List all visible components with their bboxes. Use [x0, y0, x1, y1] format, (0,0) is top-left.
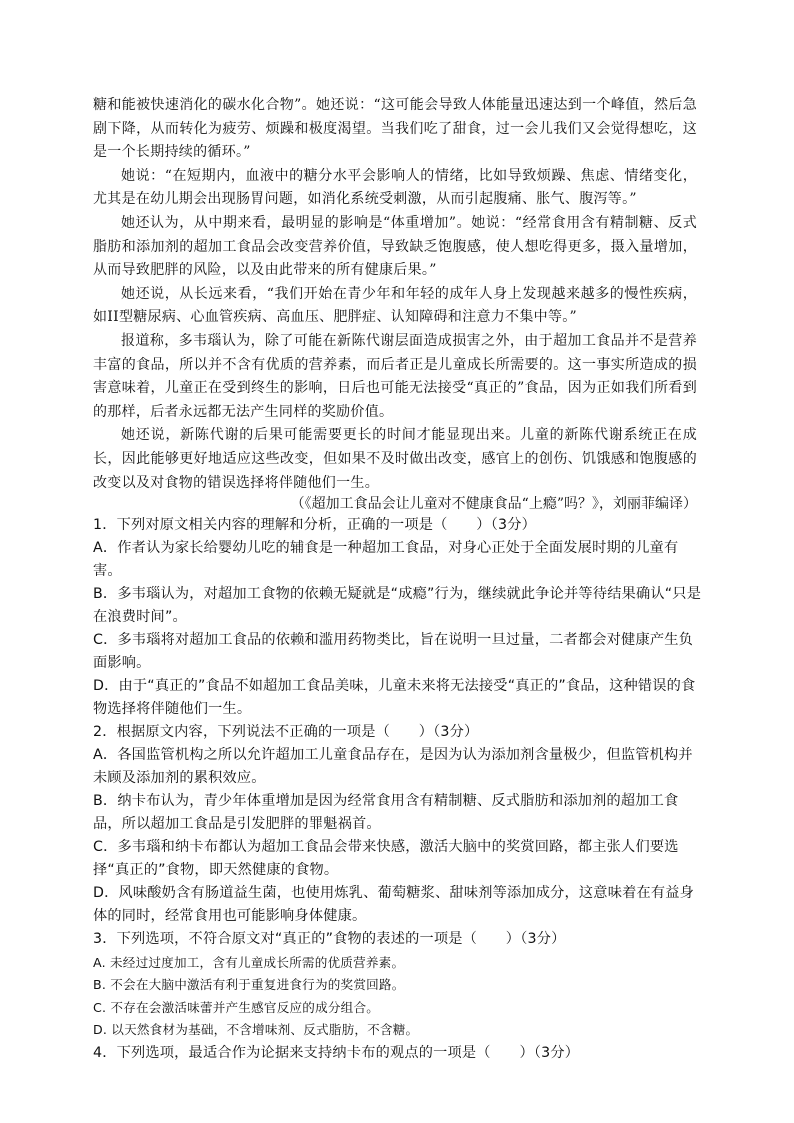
question-stem: 2．根据原文内容，下列说法不正确的一项是（ ）（3分） [93, 724, 479, 740]
article-paragraph-3: 她还认为，从中期来看，最明显的影响是“体重增加”。她说：“经常食用含有精制糖、反式脂肪和添加剂的超加工食品会改变营养价值，导致缺乏饱腹感，使人想吃得更多，摄入量增加，从而导致肥胖的风险，以及由此带来的所有健康后果。” [93, 214, 697, 279]
option-d: D. 以天然食材为基础，不含增味剂、反式脂肪，不含糖。 [93, 1022, 419, 1038]
option-d: D．风味酸奶含有肠道益生菌，也使用炼乳、葡萄糖浆、甜味剂等添加成分，这意味着在有益身体的同时，经常食用也可能影响身体健康。 [93, 885, 695, 924]
question-stem: 3．下列选项，不符合原文对“真正的”食物的表述的一项是（ ）（3分） [93, 931, 566, 947]
question-1 [93, 514, 703, 721]
article-source: （《超加工食品会让儿童对不健康食品“上瘾”吗？》，刘丽菲编译） [290, 496, 697, 512]
option-c: C. 不存在会激活味蕾并产生感官反应的成分组合。 [93, 999, 380, 1015]
article-paragraph-6: 她还说，新陈代谢的后果可能需要更长的时间才能显现出来。儿童的新陈代谢系统正在成长，因此能够更好地适应这些改变，但如果不及时做出改变，感官上的创伤、饥饿感和饱腹感的改变以及对食物的错误选择将伴随他们一生。 [93, 427, 697, 491]
option-b: B. 不会在大脑中激活有利于重复进食行为的奖赏回路。 [93, 977, 405, 993]
article-paragraph-2: 她说：“在短期内，血液中的糖分水平会影响人的情绪，比如导致烦躁、焦虑、情绪变化，尤其是在幼儿期会出现肠胃问题，如消化系统受刺激，从而引起腹痛、胀气、腹泻等。” [93, 167, 697, 208]
option-c: C．多韦瑙将对超加工食品的依赖和滥用药物类比，旨在说明一旦过量，二者都会对健康产生负面影响。 [93, 632, 693, 671]
article-paragraph-1: 糖和能被快速消化的碳水化合物”。她还说：“这可能会导致人体能量迅速达到一个峰值，然后急剧下降，从而转化为疲劳、烦躁和极度渴望。当我们吃了甜食，过一会儿我们又会觉得想吃，这是一个长期持续的循环。” [93, 97, 697, 161]
option-d: D．由于“真正的”食品不如超加工食品美味，儿童未来将无法接受“真正的”食品，这种错误的食物选择将伴随他们一生。 [93, 678, 696, 717]
option-a: A．作者认为家长给婴幼儿吃的辅食是一种超加工食品，对身心正处于全面发展时期的儿童有害。 [93, 540, 679, 579]
question-4 [93, 1042, 703, 1065]
option-c: C．多韦瑙和纳卡布都认为超加工食品会带来快感，激活大脑中的奖赏回路，都主张人们要选择“真正的”食物，即天然健康的食物。 [93, 839, 679, 878]
question-stem: 1．下列对原文相关内容的理解和分析，正确的一项是（ ）（3分） [93, 517, 536, 533]
question-3 [93, 928, 703, 1042]
question-2 [93, 721, 703, 928]
article-paragraph-4: 她还说，从长远来看，“我们开始在青少年和年轻的成年人身上发现越来越多的慢性疾病，如II型糖尿病、心血管疾病、高血压、肥胖症、认知障碍和注意力不集中等。” [93, 285, 697, 326]
option-a: A. 未经过过度加工，含有儿童成长所需的优质营养素。 [93, 955, 405, 970]
option-b: B．纳卡布认为，青少年体重增加是因为经常食用含有精制糖、反式脂肪和添加剂的超加工食品，所以超加工食品是引发肥胖的罪魁祸首。 [93, 793, 679, 832]
article-body [93, 94, 697, 495]
option-a: A．各国监管机构之所以允许超加工儿童食品存在，是因为认为添加剂含量极少，但监管机构并未顾及添加剂的累积效应。 [93, 747, 693, 786]
question-stem: 4．下列选项，最适合作为论据来支持纳卡布的观点的一项是（ ）（3分） [93, 1044, 580, 1061]
question-list [93, 514, 703, 1065]
article-paragraph-5: 报道称，多韦瑙认为，除了可能在新陈代谢层面造成损害之外，由于超加工食品并不是营养丰富的食品，所以并不含有优质的营养素，而后者正是儿童成长所需要的。这一事实所造成的损害意味着，儿童正在受到终生的影响，日后也可能无法接受“真正的”食品，因为正如我们所看到的那样，后者永远都无法产生同样的奖励价值。 [93, 332, 697, 420]
option-b: B．多韦瑙认为，对超加工食物的依赖无疑就是“成瘾”行为，继续就此争论并等待结果确认“只是在浪费时间”。 [93, 586, 702, 625]
